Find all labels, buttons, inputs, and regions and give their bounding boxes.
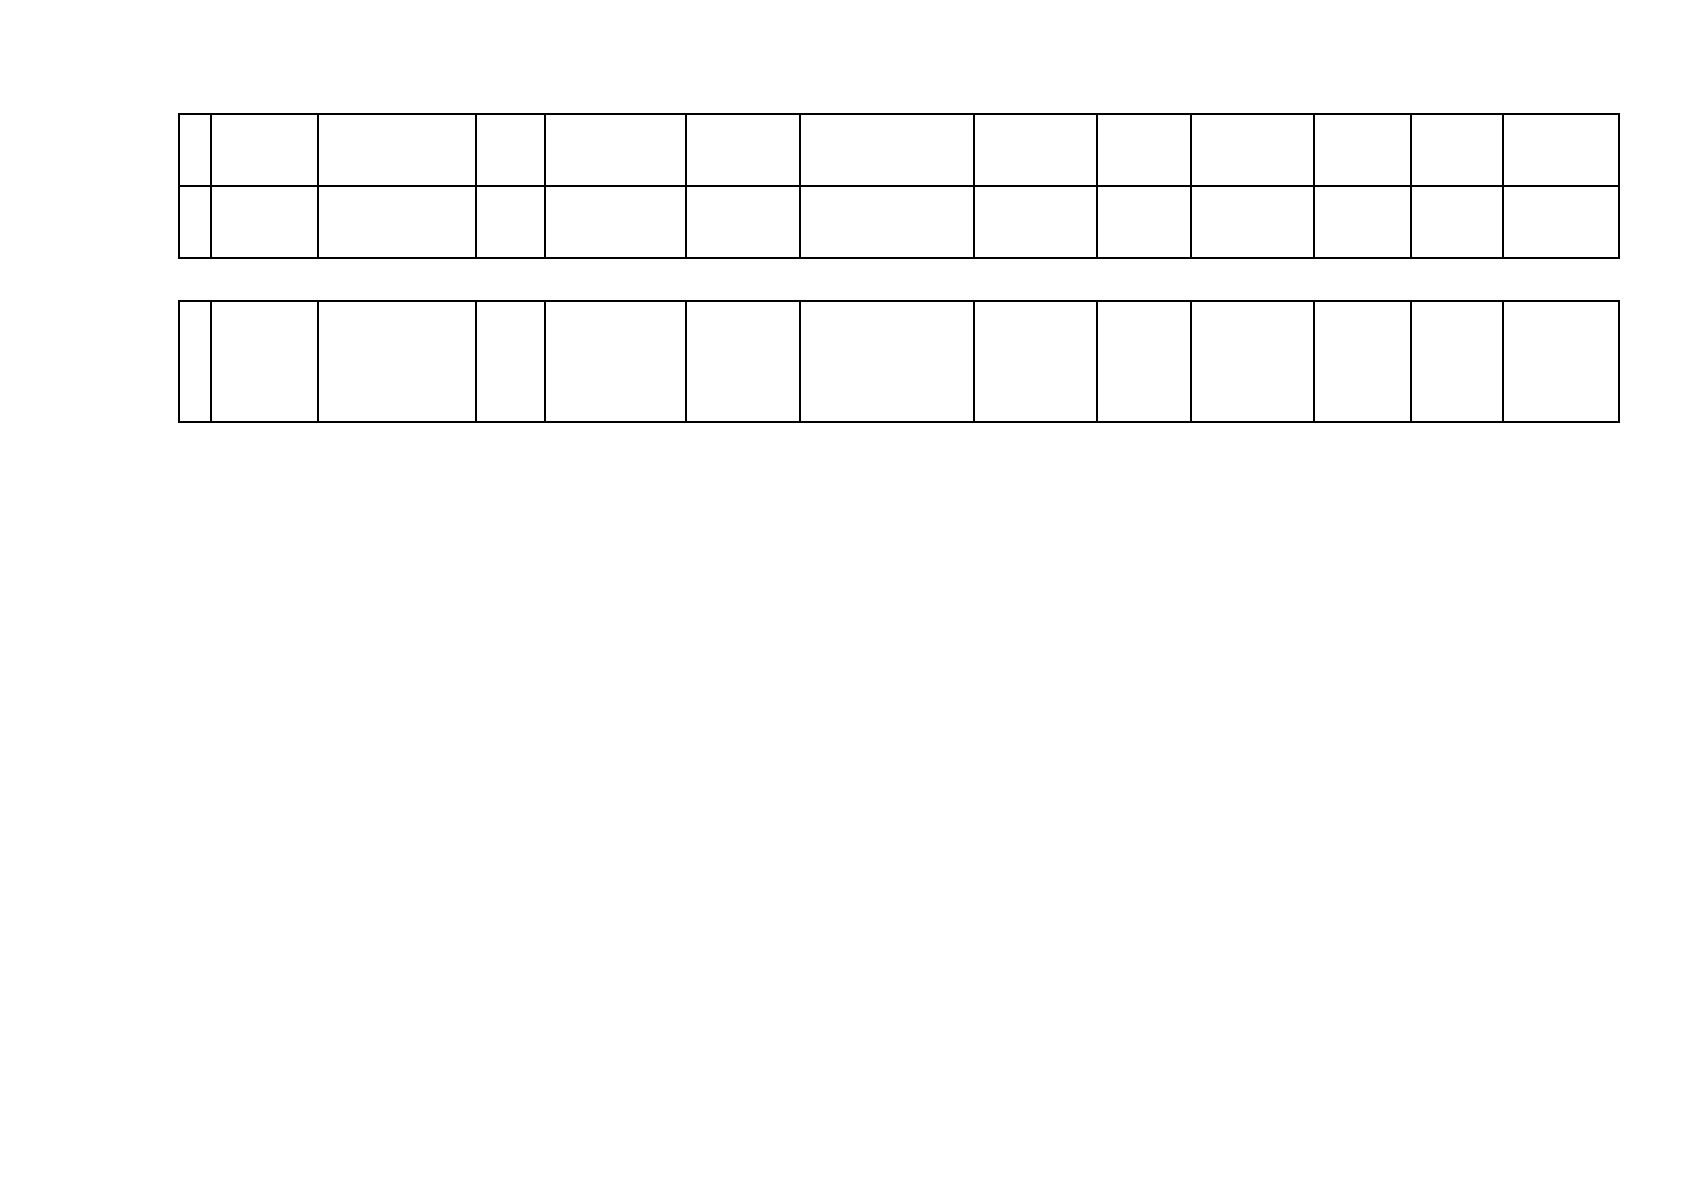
table-cell (545, 114, 686, 186)
table-cell (1503, 114, 1619, 186)
table-cell (1314, 301, 1411, 422)
table-cell (1097, 114, 1191, 186)
table-cell (800, 186, 974, 258)
table-cell (686, 301, 799, 422)
table-cell (318, 301, 475, 422)
table-cell (1314, 114, 1411, 186)
table-cell (211, 301, 318, 422)
table-row (179, 186, 1619, 258)
table-cell (1503, 301, 1619, 422)
table-cell (545, 301, 686, 422)
subsection-caption-fairs-universal (178, 262, 1620, 267)
table-cell (974, 114, 1096, 186)
table-cell (211, 114, 318, 186)
table-cell (318, 114, 475, 186)
table-cell (1411, 301, 1502, 422)
table-cell (476, 186, 545, 258)
table-vasileostrovsky-continuation (178, 113, 1620, 259)
table-cell (476, 301, 545, 422)
table-cell (1503, 186, 1619, 258)
table-cell (211, 186, 318, 258)
table-cell (179, 114, 211, 186)
table-cell (686, 186, 799, 258)
table-cell (1191, 186, 1314, 258)
table-pavilions-universal (178, 300, 1620, 423)
subsection-caption-weekend-fairs (178, 491, 1620, 496)
table-cell (545, 186, 686, 258)
table-cell (1097, 186, 1191, 258)
table-cell (1191, 301, 1314, 422)
table-cell (1314, 186, 1411, 258)
table-row (179, 114, 1619, 186)
table-cell (800, 301, 974, 422)
table-row (179, 301, 1619, 422)
table-cell (1411, 114, 1502, 186)
table-cell (974, 186, 1096, 258)
table-cell (686, 114, 799, 186)
table-cell (318, 186, 475, 258)
table-cell (476, 114, 545, 186)
table-cell (1411, 186, 1502, 258)
table-cell (179, 186, 211, 258)
table-cell (800, 114, 974, 186)
table-cell (1191, 114, 1314, 186)
table-cell (1097, 301, 1191, 422)
table-cell (974, 301, 1096, 422)
table-cell (179, 301, 211, 422)
